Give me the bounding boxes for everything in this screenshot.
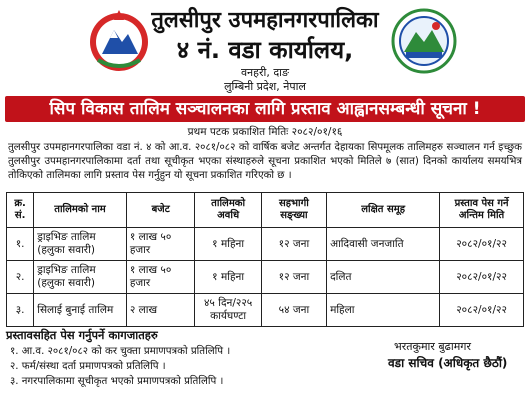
cell-deadline: २०८२/०१/२२ [440,228,524,261]
header-deadline: प्रस्ताव पेस गर्ने अन्तिम मिति [440,193,524,228]
cell-budget: २ लाख [126,294,195,327]
required-documents-list [10,344,230,389]
table-row [7,294,524,327]
cell-budget: १ लाख ५० हजार [126,228,195,261]
cell-deadline: २०८२/०१/२२ [440,261,524,294]
office-location: वनहरी, दाङ [240,66,290,79]
cell-deadline: २०८२/०१/२२ [440,294,524,327]
list-item: १. आ.व. २०८१/०८२ को कर चुक्ता प्रमाणपत्रको प्रतिलिपि । [10,346,231,357]
municipality-name: तुलसीपुर उपमहानगरपालिका [151,8,379,33]
cell-target-group: महिला [327,294,440,327]
office-name: ४ नं. वडा कार्यालय, [176,36,354,64]
notice-title-banner: सिप विकास तालिम सञ्चालनका लागि प्रस्ताव आह्वानसम्बन्धी सूचना ! [5,96,525,122]
cell-target-group: आदिवासी जनजाति [327,228,440,261]
header-budget: बजेट [126,193,195,228]
header-training-name: तालिमको नाम [34,193,127,228]
cell-duration: १ महिना [195,261,261,294]
header-serial: क्र. सं. [7,193,34,228]
training-table [6,192,524,327]
cell-budget: १ लाख ५० हजार [126,261,195,294]
header-participants: सहभागी सङ्ख्या [261,193,326,228]
list-item: २. फर्म/संस्था दर्ता प्रमाणपत्रको प्रतिलिपि । [10,361,166,372]
notice-intro-paragraph: तुलसीपुर उपमहानगरपालिका वडा नं. ४ को आ.व. २०८१/०८२ को वार्षिक बजेट अन्तर्गत देहायका सिपमूलक तालिमहरु सञ्चालन गर्न इच्छुक तुलसीपुर उपमहानगरपालिकामा दर्ता तथा सूचीकृत भएका संस्थाहरुले सूचना प्रकाशित भएको मितिले ७ (सात) दिनको कार्यालय समयभित्र तोकिएको तालिमका लागि प्रस्ताव पेस गर्नुहुन यो सूचना प्रकाशित गरिएको छ । [8,142,522,181]
table-header-row [7,193,524,228]
cell-target-group: दलित [327,261,440,294]
header-target-group: लक्षित समूह [327,193,440,228]
publish-date: प्रथम पटक प्रकाशित मितिः २०८२/०१/१६ [187,126,343,138]
cell-duration: १ महिना [195,228,261,261]
header-duration: तालिमको अवधि [195,193,261,228]
cell-duration: ४५ दिन/२२५ कार्यघण्टा [195,294,261,327]
cell-participants: १२ जना [261,228,326,261]
office-province: लुम्बिनी प्रदेश, नेपाल [224,80,306,93]
cell-serial: २. [7,261,34,294]
table-row [7,261,524,294]
signatory-name: भरतकुमार बुढामगर [394,340,471,353]
cell-serial: १. [7,228,34,261]
list-item: ३. नगरपालिकामा सूचीकृत भएको प्रमाणपत्रको प्रतिलिपि । [10,376,224,387]
table-row [7,228,524,261]
cell-participants: १२ जना [261,261,326,294]
cell-training-name: ड्राइभिङ तालिम (हलुका सवारी) [34,261,127,294]
cell-training-name: सिलाई बुनाई तालिम [34,294,127,327]
cell-participants: ५४ जना [261,294,326,327]
signatory-title: वडा सचिव (अधिकृत छैठौं) [388,356,508,370]
cell-training-name: ड्राइभिङ तालिम (हलुका सवारी) [34,228,127,261]
required-documents-title: प्रस्तावसहित पेस गर्नुपर्ने कागजातहरु [6,328,158,342]
cell-serial: ३. [7,294,34,327]
